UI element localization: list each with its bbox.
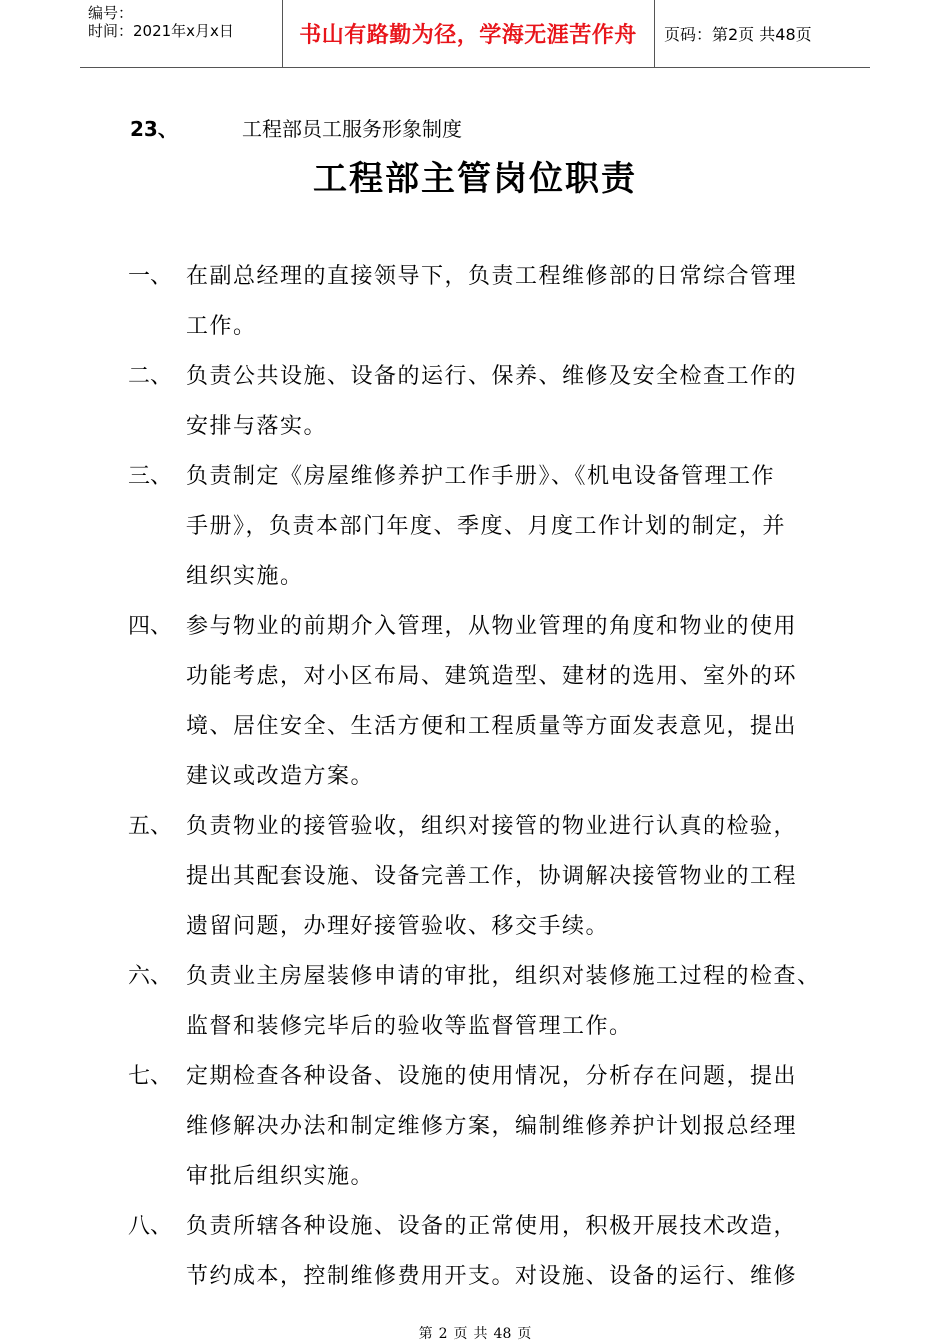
footer-total-number: 48 — [493, 1326, 512, 1342]
item-line: 负责业主房屋装修申请的审批，组织对装修施工过程的检查、 — [186, 964, 821, 989]
list-item — [128, 1052, 848, 1202]
item-line: 境、居住安全、生活方便和工程质量等方面发表意见，提出 — [186, 714, 798, 739]
item-line: 负责物业的接管验收，组织对接管的物业进行认真的检验， — [186, 814, 798, 839]
item-line: 参与物业的前期介入管理，从物业管理的角度和物业的使用 — [186, 614, 798, 639]
footer-page-number: 2 — [438, 1326, 448, 1342]
item-line: 手册》，负责本部门年度、季度、月度工作计划的制定，并 — [186, 514, 787, 539]
item-marker: 五、 — [128, 814, 173, 839]
header-rule — [80, 67, 870, 68]
list-item — [128, 352, 848, 452]
item-marker: 六、 — [128, 964, 173, 989]
item-line: 遗留问题，办理好接管验收、移交手续。 — [186, 914, 610, 939]
page-header — [80, 0, 870, 67]
list-item — [128, 252, 848, 352]
item-line: 在副总经理的直接领导下，负责工程维修部的日常综合管理 — [186, 264, 798, 289]
page-title: 工程部主管岗位职责 — [313, 159, 637, 199]
header-motto: 书山有路勤为径，学海无涯苦作舟 — [299, 23, 637, 48]
list-item — [128, 802, 848, 952]
page-footer — [0, 1325, 950, 1343]
list-item — [128, 952, 848, 1052]
item-line: 维修解决办法和制定维修方案，编制维修养护计划报总经理 — [186, 1114, 798, 1139]
item-marker: 七、 — [128, 1064, 173, 1089]
footer-page-mid: 页 — [453, 1326, 468, 1342]
header-meta — [88, 4, 278, 40]
list-item — [128, 602, 848, 802]
header-divider — [654, 0, 655, 67]
item-marker: 八、 — [128, 1214, 173, 1239]
item-line: 监督和装修完毕后的验收等监督管理工作。 — [186, 1014, 633, 1039]
list-item — [128, 452, 848, 602]
footer-total-prefix: 共 — [473, 1326, 488, 1342]
item-marker: 三、 — [128, 464, 173, 489]
item-marker: 四、 — [128, 614, 173, 639]
doc-number-label: 编号： — [88, 4, 134, 22]
item-line: 功能考虑，对小区布局、建筑造型、建材的选用、室外的环 — [186, 664, 798, 689]
footer-total-suffix: 页 — [517, 1326, 532, 1342]
item-line: 负责公共设施、设备的运行、保养、维修及安全检查工作的 — [186, 364, 798, 389]
item-line: 建议或改造方案。 — [186, 764, 375, 789]
item-line: 定期检查各种设备、设施的使用情况，分析存在问题，提出 — [186, 1064, 798, 1089]
item-line: 节约成本，控制维修费用开支。对设施、设备的运行、维修 — [186, 1264, 798, 1289]
list-item — [128, 1202, 848, 1302]
item-line: 负责所辖各种设施、设备的正常使用，积极开展技术改造， — [186, 1214, 798, 1239]
section-heading — [130, 114, 462, 144]
item-line: 安排与落实。 — [186, 414, 328, 439]
item-line: 提出其配套设施、设备完善工作，协调解决接管物业的工程 — [186, 864, 798, 889]
footer-page-prefix: 第 — [418, 1326, 433, 1342]
time-label: 时间：2021年x月x日 — [88, 22, 234, 40]
item-line: 审批后组织实施。 — [186, 1164, 375, 1189]
section-number: 23、 — [130, 117, 178, 141]
header-page-info: 页码：第2页 共48页 — [664, 25, 812, 44]
item-marker: 一、 — [128, 264, 173, 289]
item-line: 组织实施。 — [186, 564, 304, 589]
item-line: 负责制定《房屋维修养护工作手册》、《机电设备管理工作 — [186, 464, 776, 489]
item-line: 工作。 — [186, 314, 257, 339]
item-marker: 二、 — [128, 364, 173, 389]
section-text: 工程部员工服务形象制度 — [242, 117, 462, 141]
duty-list — [128, 252, 848, 1302]
